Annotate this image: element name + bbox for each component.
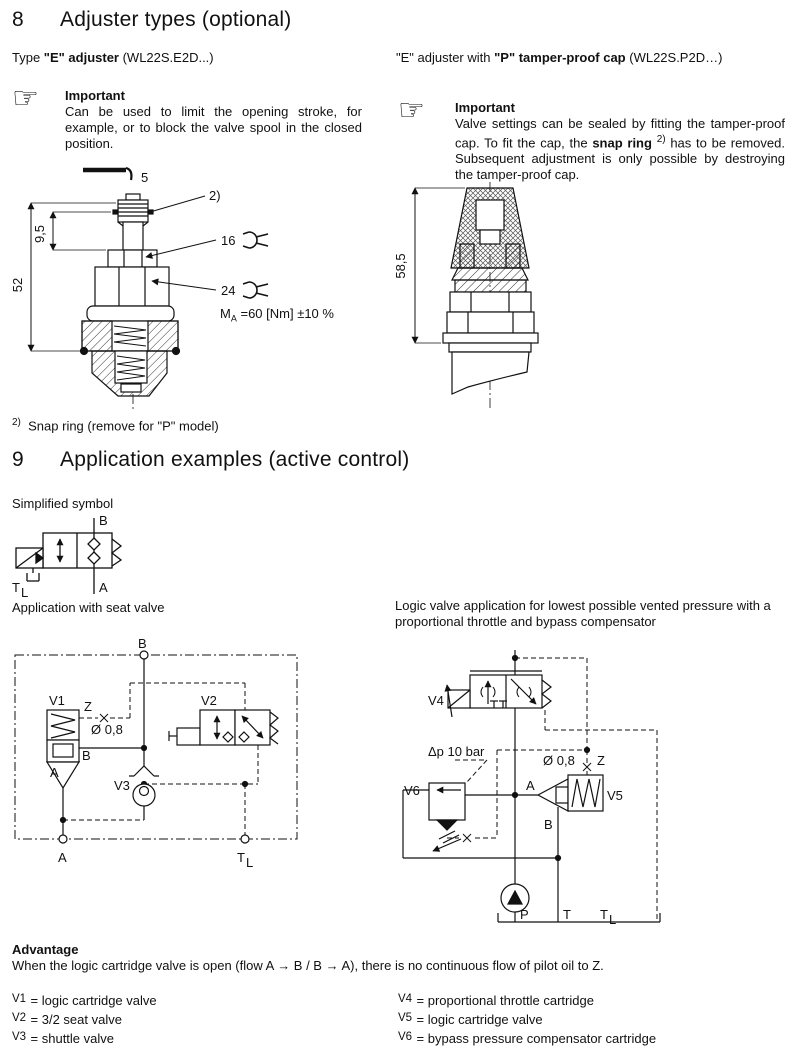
hex-key-size-label: 5 bbox=[141, 170, 149, 185]
spring bbox=[112, 539, 121, 566]
callout-arrow bbox=[146, 240, 216, 257]
important-title: Important bbox=[65, 88, 125, 103]
legend-desc: = bypass pressure compensator cartridge bbox=[416, 1031, 657, 1046]
dimension-9-5 bbox=[53, 212, 111, 250]
o-ring bbox=[81, 348, 88, 355]
legend-right bbox=[398, 992, 656, 1049]
adjuster-cross-section bbox=[81, 194, 180, 396]
simplified-symbol-label: Simplified symbol bbox=[12, 496, 114, 511]
legend-left bbox=[12, 992, 157, 1049]
legend-key: V4 bbox=[398, 993, 413, 1005]
port-b-label: B bbox=[138, 636, 147, 651]
port-b-label: B bbox=[544, 817, 553, 832]
simplified-symbol-diagram bbox=[8, 506, 168, 611]
footnote-ref: 2) bbox=[656, 134, 666, 145]
v2-solenoid bbox=[177, 728, 200, 745]
adjuster-e-drawing bbox=[0, 160, 380, 418]
port-a-label: A bbox=[526, 778, 535, 793]
o-ring bbox=[173, 348, 180, 355]
wrench-16-label: 16 bbox=[221, 233, 236, 248]
section-8-number: 8 bbox=[12, 8, 24, 31]
footnote-marker: 2) bbox=[12, 417, 21, 428]
legend-desc: = logic cartridge valve bbox=[30, 993, 157, 1008]
pointing-hand-icon: ☞ bbox=[398, 94, 425, 127]
legend-key: V2 bbox=[12, 1012, 27, 1024]
port-tl bbox=[241, 835, 249, 843]
important-text: Can be used to limit the opening stroke, for example, or to block the valve spool in the closed position. bbox=[65, 104, 362, 151]
hex-16 bbox=[108, 250, 157, 267]
v4-label: V4 bbox=[428, 693, 444, 708]
shuttle-seat bbox=[129, 766, 159, 776]
port-t-label: T bbox=[563, 907, 571, 922]
legend-item bbox=[12, 1030, 157, 1049]
dp-label: Δp 10 bar bbox=[428, 744, 485, 759]
legend-item bbox=[12, 992, 157, 1011]
wrench-icon bbox=[243, 282, 268, 298]
legend-key: V6 bbox=[398, 1031, 413, 1043]
important-text-part: Valve settings can be sealed by fitting the tamper-proof cap. To fit the cap, the bbox=[455, 116, 785, 151]
wrench-24-label: 24 bbox=[221, 283, 236, 298]
advantage-title: Advantage bbox=[12, 942, 79, 957]
v1-port-b-label: B bbox=[82, 748, 91, 763]
legend-item bbox=[398, 1011, 656, 1030]
snap-ring bbox=[113, 210, 118, 214]
v6-compensator bbox=[429, 783, 465, 820]
legend-key: V1 bbox=[12, 993, 27, 1005]
skirt bbox=[452, 352, 529, 394]
port-tl-sub: L bbox=[609, 912, 617, 927]
wrench-icon bbox=[243, 232, 268, 248]
adjuster-p-drawing bbox=[393, 168, 643, 420]
type-p-subtitle bbox=[396, 50, 722, 65]
torque-value: =60 [Nm] ±10 % bbox=[236, 306, 334, 321]
orifice-symbol bbox=[583, 763, 591, 771]
orifice-symbol bbox=[463, 834, 471, 842]
port-p-label: P bbox=[520, 907, 529, 922]
legend-desc: = logic cartridge valve bbox=[416, 1012, 543, 1027]
snap-ring-bold: snap ring bbox=[592, 135, 657, 151]
v1-port-a-label: A bbox=[50, 765, 59, 780]
logic-valve-schematic bbox=[395, 648, 735, 938]
legend-key: V5 bbox=[398, 1012, 413, 1024]
legend-desc: = shuttle valve bbox=[30, 1031, 114, 1046]
footnote bbox=[12, 417, 219, 433]
spring bbox=[542, 680, 551, 708]
subtitle-post: (WL22S.P2D…) bbox=[625, 50, 723, 65]
seat-valve-app-label: Application with seat valve bbox=[12, 600, 165, 615]
pointing-hand-icon: ☞ bbox=[12, 82, 39, 115]
spring bbox=[270, 712, 278, 744]
legend-item bbox=[398, 1030, 656, 1049]
cap-cross-section bbox=[443, 188, 538, 394]
torque-spec bbox=[220, 306, 334, 324]
v6-label: V6 bbox=[404, 783, 420, 798]
v1-label: V1 bbox=[49, 693, 65, 708]
port-a bbox=[59, 835, 67, 843]
important-title: Important bbox=[455, 100, 515, 115]
legend-key: V3 bbox=[12, 1031, 27, 1043]
important-text-part: has to be removed. Subsequent adjustment is only possible by destroying the tamper-proof cap. bbox=[455, 135, 785, 183]
type-e-subtitle bbox=[12, 50, 214, 65]
subtitle-bold: "P" tamper-proof cap bbox=[494, 50, 626, 65]
seat-valve-schematic bbox=[12, 634, 312, 869]
section-9-title: Application examples (active control) bbox=[60, 448, 410, 471]
orifice-symbol bbox=[100, 714, 108, 722]
port-t-sub: L bbox=[246, 855, 254, 870]
v2-label: V2 bbox=[201, 693, 217, 708]
legend-desc: = 3/2 seat valve bbox=[30, 1012, 122, 1027]
port-a-label: A bbox=[58, 850, 67, 865]
port-a-label: A bbox=[99, 580, 108, 595]
section-8-title: Adjuster types (optional) bbox=[60, 8, 292, 31]
legend-item bbox=[398, 992, 656, 1011]
port-b-label: B bbox=[99, 513, 108, 528]
subtitle-pre: "E" adjuster with bbox=[396, 50, 495, 65]
dim-9-5-label: 9,5 bbox=[32, 224, 47, 244]
subtitle-pre: Type bbox=[12, 50, 44, 65]
snap-ring-callout-label: 2) bbox=[209, 188, 221, 203]
legend-item bbox=[12, 1011, 157, 1030]
washer bbox=[443, 333, 538, 343]
v3-label: V3 bbox=[114, 778, 130, 793]
port-tl-label: T bbox=[600, 907, 608, 922]
subtitle-bold: "E" adjuster bbox=[43, 50, 119, 65]
hex-key-icon bbox=[83, 168, 131, 180]
hex-24 bbox=[95, 267, 169, 306]
advantage-text: When the logic cartridge valve is open (flow A → B / B → A), there is no continuous flow of pilot oil to Z. bbox=[12, 958, 604, 973]
z-label: Z bbox=[84, 699, 92, 714]
v5-label: V5 bbox=[607, 788, 623, 803]
port-b bbox=[140, 651, 148, 659]
logic-valve-app-label: Logic valve application for lowest possible vented pressure with a proportional throttle and bypass compensator bbox=[395, 598, 771, 629]
port-t-sub: L bbox=[21, 585, 29, 600]
torque-sub: A bbox=[230, 313, 237, 324]
dim-52-label: 52 bbox=[10, 277, 25, 293]
dim-58-5-label: 58,5 bbox=[393, 253, 408, 279]
subtitle-post: (WL22S.E2D...) bbox=[118, 50, 214, 65]
section-9-number: 9 bbox=[12, 448, 24, 471]
z-label: Z bbox=[597, 753, 605, 768]
torque-m: M bbox=[220, 306, 231, 321]
port-t-label: T bbox=[237, 850, 245, 865]
orifice-label: Ø 0,8 bbox=[543, 753, 575, 768]
port-t-label: T bbox=[12, 580, 20, 595]
orifice-label: Ø 0,8 bbox=[91, 722, 123, 737]
legend-desc: = proportional throttle cartridge bbox=[416, 993, 594, 1008]
flange bbox=[87, 306, 174, 321]
callout-line bbox=[150, 196, 205, 212]
footnote-text: Snap ring (remove for "P" model) bbox=[28, 418, 219, 434]
hex-collar bbox=[447, 312, 534, 333]
